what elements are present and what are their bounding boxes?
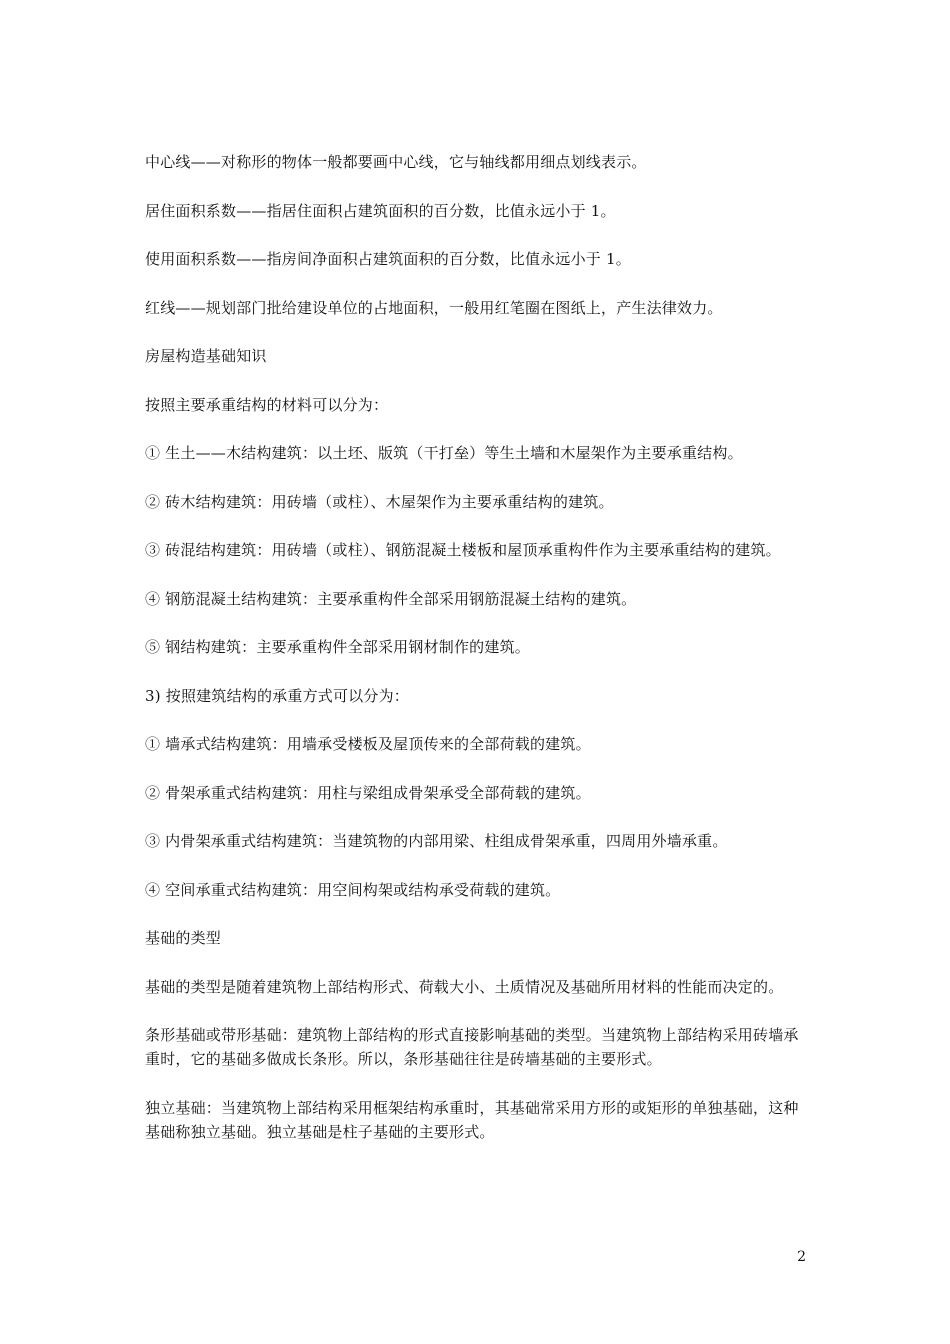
list-item-earth-wood: ① 生土——木结构建筑：以土坯、版筑（干打垒）等生土墙和木屋架作为主要承重结构。: [145, 444, 743, 462]
list-item-frame-bearing: ② 骨架承重式结构建筑：用柱与梁组成骨架承受全部荷载的建筑。: [145, 783, 591, 802]
paragraph-foundation-types-intro: 基础的类型是随着建筑物上部结构形式、荷载大小、土质情况及基础所用材料的性能而决定的。: [145, 977, 784, 996]
list-item-brick-concrete: ③ 砖混结构建筑：用砖墙（或柱）、钢筋混凝土楼板和屋顶承重构件作为主要承重结构的建筑。: [145, 541, 781, 559]
paragraph-strip-foundation: 条形基础或带形基础：建筑物上部结构的形式直接影响基础的类型。当建筑物上部结构采用砖墙承重时，它的基础多做成长条形。所以，条形基础往往是砖墙基础的主要形式。: [145, 1026, 799, 1068]
paragraph-by-load-method-intro: 3) 按照建筑结构的承重方式可以分为：: [145, 686, 409, 705]
list-item-steel: ⑤ 钢结构建筑：主要承重构件全部采用钢材制作的建筑。: [145, 638, 530, 656]
list-item-brick-wood: ② 砖木结构建筑：用砖墙（或柱）、木屋架作为主要承重结构的建筑。: [145, 492, 614, 511]
page-number: 2: [797, 1249, 806, 1265]
list-item-reinforced-concrete: ④ 钢筋混凝土结构建筑：主要承重构件全部采用钢筋混凝土结构的建筑。: [145, 589, 637, 608]
section-heading-foundation-types: 基础的类型: [145, 929, 222, 947]
paragraph-red-line: 红线——规划部门批给建设单位的占地面积，一般用红笔圈在图纸上，产生法律效力。: [145, 298, 723, 317]
paragraph-isolated-foundation: 独立基础：当建筑物上部结构采用框架结构承重时，其基础常采用方形的或矩形的单独基础，这种基础称独立基础。独立基础是柱子基础的主要形式。: [145, 1098, 799, 1141]
list-item-inner-frame-bearing: ③ 内骨架承重式结构建筑：当建筑物的内部用梁、柱组成骨架承重，四周用外墙承重。: [145, 832, 728, 850]
document-body: [145, 150, 810, 1168]
list-item-wall-bearing: ① 墙承式结构建筑：用墙承受楼板及屋顶传来的全部荷载的建筑。: [145, 735, 591, 753]
paragraph-centerline: 中心线——对称形的物体一般都要画中心线，它与轴线都用细点划线表示。: [145, 153, 647, 171]
list-item-spatial-bearing: ④ 空间承重式结构建筑：用空间构架或结构承受荷载的建筑。: [145, 880, 561, 899]
paragraph-by-material-intro: 按照主要承重结构的材料可以分为：: [145, 395, 389, 414]
paragraph-living-area-coefficient: 居住面积系数——指居住面积占建筑面积的百分数，比值永远小于 1。: [145, 201, 616, 220]
section-heading-construction-basics: 房屋构造基础知识: [145, 347, 267, 365]
paragraph-usable-area-coefficient: 使用面积系数——指房间净面积占建筑面积的百分数，比值永远小于 1。: [145, 250, 631, 268]
